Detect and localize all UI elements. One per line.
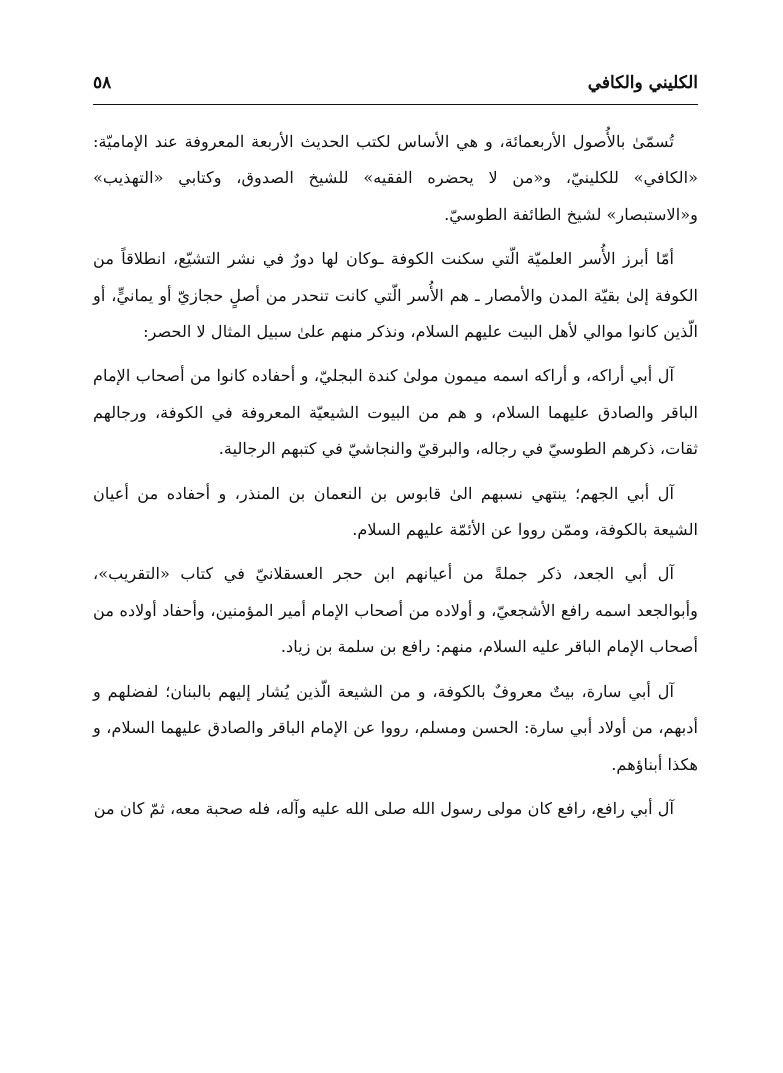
page-header	[93, 68, 698, 102]
page-number: ٥٨	[93, 73, 112, 93]
paragraph-abi-arakah: آل أبي أراكه، و أراكه اسمه ميمون مولىٰ كندة البجليّ، و أحفاده كانوا من أصحاب الإمام الباقر والصادق عليهما السلام، و هم من البيوت الشيعيّة المعروفة في الكوفة، ورجالهم ثقات، ذكرهم الطوسيّ في رجاله، والبرقيّ والنجاشيّ في كتبهم الرجالية.	[93, 366, 698, 459]
paragraph-abi-al-jahm: آل أبي الجهم؛ ينتهي نسبهم الىٰ قابوس بن النعمان بن المنذر، و أحفاده من أعيان الشيعة بالكوفة، وممّن رووا عن الأئمّة عليهم السلام.	[93, 483, 698, 540]
paragraph-kufa-families: أمّا أبرز الأُسر العلميّة الّتي سكنت الكوفة ـوكان لها دورٌ في نشر التشيّع، انطلاقاً من الكوفة إلىٰ بقيّة المدن والأمصار ـ هم الأُسر الّتي كانت تنحدر من أصلٍ حجازيّ أو يمانيٍّ، أو الّذين كانوا موالي لأهل البيت عليهم السلام، ونذكر منهم علىٰ سبيل المثال لا الحصر:	[93, 249, 698, 342]
running-title: الكليني والكافي	[587, 73, 698, 93]
paragraph-usul: تُسمّىٰ بالأُصول الأربعمائة، و هي الأساس لكتب الحديث الأربعة المعروفة عند الإماميّة: «الكافي» للكلينيّ، و«من لا يحضره الفقيه» للشيخ الصدوق، وكتابي «التهذيب» و«الاستبصار» لشيخ الطائفة الطوسيّ.	[93, 132, 698, 224]
body-text	[93, 124, 698, 835]
paragraph-abi-rafi: آل أبي رافع، رافع كان مولى رسول الله صلى الله عليه وآله، فله صحبة معه، ثمّ كان من	[93, 798, 674, 818]
header-rule	[93, 104, 698, 105]
paragraph-abi-al-jaad: آل أبي الجعد، ذكر جملةً من أعيانهم ابن حجر العسقلانيّ في كتاب «التقريب»، وأبوالجعد اسمه رافع الأشجعيّ، و أولاده من أصحاب الإمام أمير المؤمنين، وأحفاد أولاده من أصحاب الإمام الباقر عليه السلام، منهم: رافع بن سلمة بن زياد.	[93, 564, 698, 657]
paragraph-abi-sarah: آل أبي سارة، بيتٌ معروفٌ بالكوفة، و من الشيعة الّذين يُشار إليهم بالبنان؛ لفضلهم و أدبهم، من أولاد أبي سارة: الحسن ومسلم، رووا عن الإمام الباقر والصادق عليهما السلام، و هكذا أبناؤهم.	[93, 681, 698, 774]
